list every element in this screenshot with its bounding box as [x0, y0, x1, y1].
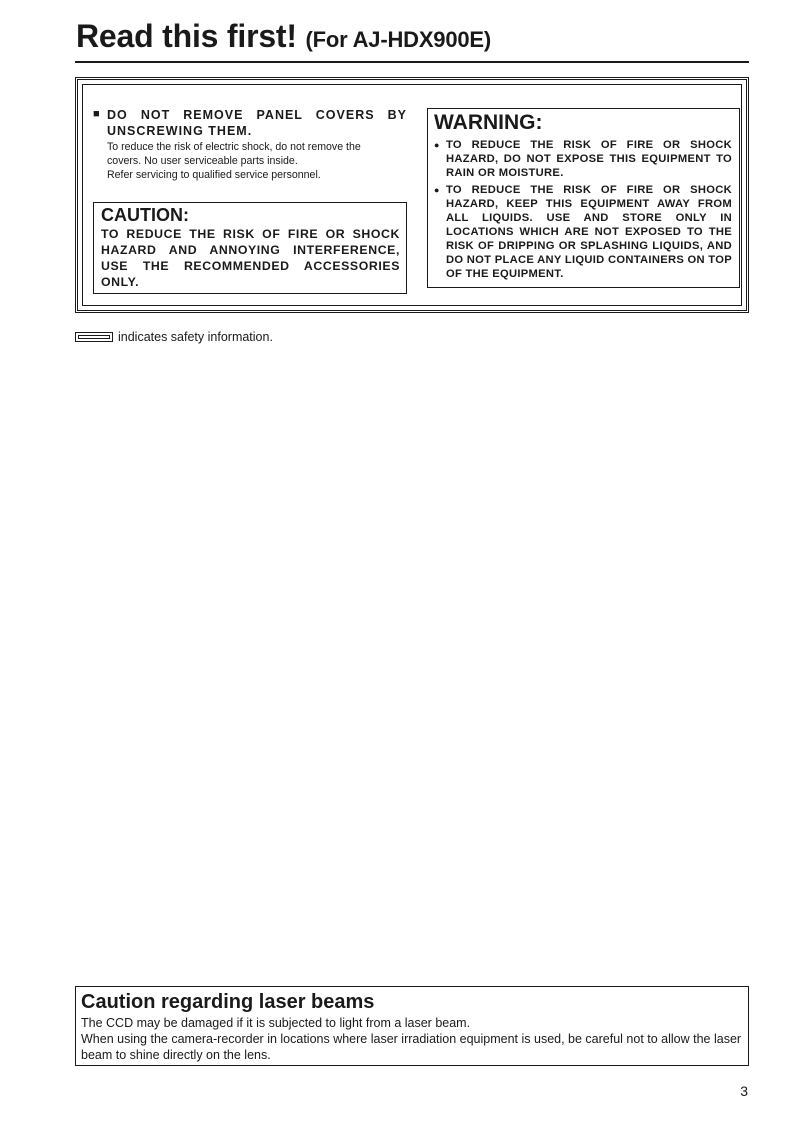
page-title-main: Read this first!	[76, 18, 297, 54]
panel-cover-heading-text: DO NOT REMOVE PANEL COVERS BY UNSCREWING THEM.	[107, 108, 407, 138]
dot-bullet-icon: ●	[434, 140, 440, 150]
safety-notice-inner-frame	[82, 84, 742, 306]
laser-caution-box	[75, 986, 749, 1066]
safety-legend-text: indicates safety information.	[118, 330, 273, 344]
page-title-model: (For AJ-HDX900E)	[305, 27, 492, 52]
panel-cover-body	[107, 140, 407, 182]
warning-item-text: TO REDUCE THE RISK OF FIRE OR SHOCK HAZARD, KEEP THIS EQUIPMENT AWAY FROM ALL LIQUIDS. USE AND STORE ONLY IN LOCATIONS WHICH ARE NOT EXPOSED TO THE RISK OF DRIPPING OR SPLASHING LIQUIDS, AND DO NOT PLACE ANY LIQUID CONTAINERS ON TOP OF THE EQUIPMENT.	[446, 184, 732, 280]
warning-box	[427, 108, 740, 288]
panel-cover-line: covers. No user serviceable parts inside.	[107, 155, 298, 167]
laser-caution-line: When using the camera-recorder in locations where laser irradiation equipment is used, be careful not to allow the laser beam to shine directly on the lens.	[81, 1032, 742, 1062]
laser-caution-line: The CCD may be damaged if it is subjected to light from a laser beam.	[81, 1016, 471, 1030]
panel-cover-line: To reduce the risk of electric shock, do not remove the	[107, 141, 361, 153]
page-number: 3	[740, 1083, 748, 1099]
caution-title: CAUTION:	[101, 205, 189, 225]
panel-cover-heading	[93, 107, 407, 139]
laser-caution-body	[81, 1015, 743, 1063]
page-title	[76, 18, 491, 55]
warning-item	[434, 183, 732, 281]
title-divider	[75, 61, 749, 63]
caution-box	[93, 202, 407, 294]
panel-cover-line: Refer servicing to qualified service personnel.	[107, 169, 321, 181]
warning-item	[434, 138, 732, 180]
caution-text: TO REDUCE THE RISK OF FIRE OR SHOCK HAZARD AND ANNOYING INTERFERENCE, USE THE RECOMMENDED ACCESSORIES ONLY.	[101, 227, 400, 289]
warning-item-text: TO REDUCE THE RISK OF FIRE OR SHOCK HAZARD, DO NOT EXPOSE THIS EQUIPMENT TO RAIN OR MOISTURE.	[446, 139, 732, 179]
safety-legend	[75, 330, 273, 344]
dot-bullet-icon: ●	[434, 185, 440, 195]
laser-caution-title: Caution regarding laser beams	[81, 991, 375, 1013]
square-bullet-icon: ■	[93, 108, 100, 120]
safety-box-symbol-icon	[75, 332, 113, 342]
warning-title: WARNING:	[434, 111, 543, 134]
safety-notice-box	[75, 77, 749, 313]
panel-cover-notice	[93, 107, 407, 182]
